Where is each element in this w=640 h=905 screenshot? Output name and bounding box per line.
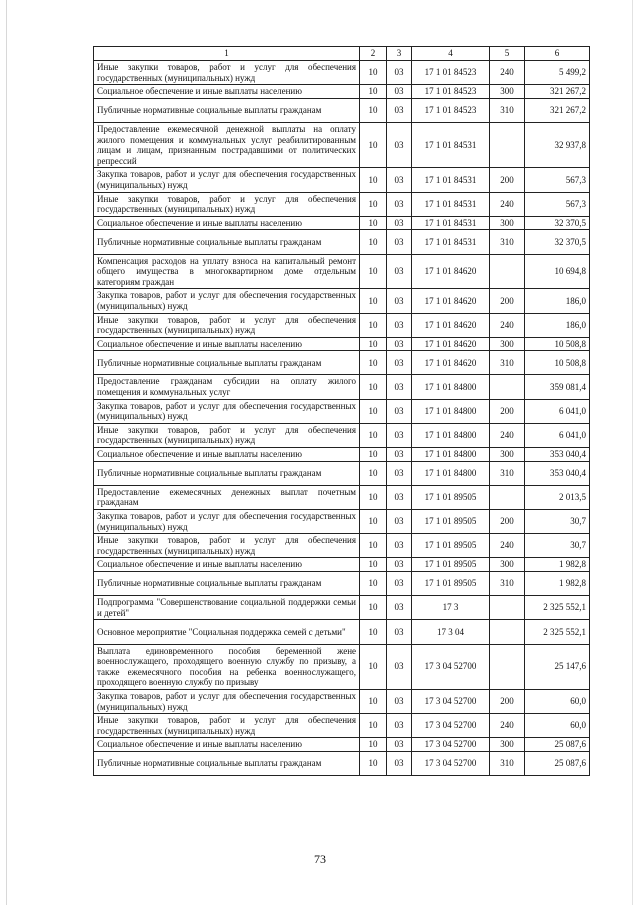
row-section: 10 <box>360 216 387 230</box>
row-subsection: 03 <box>387 558 412 572</box>
table-row <box>94 254 590 289</box>
row-subsection: 03 <box>387 596 412 620</box>
row-amount: 567,3 <box>525 192 590 216</box>
row-section: 10 <box>360 448 387 462</box>
row-expense-type: 300 <box>490 337 525 351</box>
row-target-article: 17 1 01 84620 <box>412 337 490 351</box>
row-name: Социальное обеспечение и иные выплаты населению <box>94 558 360 572</box>
row-section: 10 <box>360 230 387 254</box>
row-target-article: 17 1 01 84800 <box>412 448 490 462</box>
row-expense-type <box>490 375 525 399</box>
row-name: Иные закупки товаров, работ и услуг для обеспечения государственных (муниципальных) нужд <box>94 192 360 216</box>
row-name: Компенсация расходов на уплату взноса на капитальный ремонт общего имущества в многоквартирном доме отдельным категориям граждан <box>94 254 360 289</box>
row-section: 10 <box>360 351 387 375</box>
row-target-article: 17 3 04 52700 <box>412 751 490 775</box>
row-amount: 1 982,8 <box>525 571 590 595</box>
row-subsection: 03 <box>387 230 412 254</box>
row-expense-type: 240 <box>490 534 525 558</box>
row-subsection: 03 <box>387 644 412 689</box>
row-subsection: 03 <box>387 534 412 558</box>
row-section: 10 <box>360 596 387 620</box>
table-row <box>94 85 590 99</box>
row-expense-type: 240 <box>490 192 525 216</box>
row-subsection: 03 <box>387 168 412 192</box>
row-section: 10 <box>360 168 387 192</box>
row-expense-type: 240 <box>490 423 525 447</box>
row-subsection: 03 <box>387 689 412 713</box>
scan-edge-right <box>632 0 633 905</box>
row-target-article: 17 1 01 84531 <box>412 216 490 230</box>
row-section: 10 <box>360 644 387 689</box>
row-amount: 25 087,6 <box>525 738 590 752</box>
row-name: Иные закупки товаров, работ и услуг для обеспечения государственных (муниципальных) нужд <box>94 534 360 558</box>
row-name: Закупка товаров, работ и услуг для обеспечения государственных (муниципальных) нужд <box>94 168 360 192</box>
row-name: Закупка товаров, работ и услуг для обеспечения государственных (муниципальных) нужд <box>94 289 360 313</box>
row-section: 10 <box>360 289 387 313</box>
row-target-article: 17 1 01 89505 <box>412 510 490 534</box>
table-row <box>94 448 590 462</box>
table-row <box>94 289 590 313</box>
row-name: Публичные нормативные социальные выплаты гражданам <box>94 230 360 254</box>
row-name: Подпрограмма "Совершенствование социальной поддержки семьи и детей" <box>94 596 360 620</box>
row-amount: 60,0 <box>525 689 590 713</box>
row-section: 10 <box>360 399 387 423</box>
row-target-article: 17 1 01 84620 <box>412 313 490 337</box>
row-target-article: 17 1 01 84800 <box>412 375 490 399</box>
row-target-article: 17 1 01 84620 <box>412 254 490 289</box>
row-section: 10 <box>360 337 387 351</box>
row-subsection: 03 <box>387 571 412 595</box>
table-row <box>94 714 590 738</box>
row-section: 10 <box>360 534 387 558</box>
row-subsection: 03 <box>387 192 412 216</box>
row-expense-type <box>490 485 525 509</box>
row-target-article: 17 3 04 <box>412 620 490 644</box>
row-amount: 321 267,2 <box>525 98 590 122</box>
row-subsection: 03 <box>387 399 412 423</box>
row-amount: 10 694,8 <box>525 254 590 289</box>
row-subsection: 03 <box>387 98 412 122</box>
row-target-article: 17 1 01 84620 <box>412 351 490 375</box>
header-col-4: 4 <box>412 47 490 61</box>
row-section: 10 <box>360 689 387 713</box>
row-name: Публичные нормативные социальные выплаты гражданам <box>94 571 360 595</box>
row-amount: 2 325 552,1 <box>525 620 590 644</box>
row-amount: 25 087,6 <box>525 751 590 775</box>
row-expense-type: 300 <box>490 558 525 572</box>
header-col-2: 2 <box>360 47 387 61</box>
table-row <box>94 375 590 399</box>
header-col-3: 3 <box>387 47 412 61</box>
row-section: 10 <box>360 714 387 738</box>
row-subsection: 03 <box>387 337 412 351</box>
row-subsection: 03 <box>387 510 412 534</box>
row-amount: 359 081,4 <box>525 375 590 399</box>
table-row <box>94 313 590 337</box>
row-expense-type: 310 <box>490 751 525 775</box>
row-target-article: 17 1 01 84531 <box>412 230 490 254</box>
row-section: 10 <box>360 571 387 595</box>
row-subsection: 03 <box>387 85 412 99</box>
row-section: 10 <box>360 122 387 167</box>
row-expense-type: 240 <box>490 61 525 85</box>
page-number: 73 <box>314 852 326 866</box>
table-row <box>94 230 590 254</box>
row-name: Иные закупки товаров, работ и услуг для обеспечения государственных (муниципальных) нужд <box>94 423 360 447</box>
row-expense-type: 200 <box>490 168 525 192</box>
row-section: 10 <box>360 558 387 572</box>
row-amount: 10 508,8 <box>525 337 590 351</box>
row-expense-type: 300 <box>490 85 525 99</box>
row-section: 10 <box>360 98 387 122</box>
table-row <box>94 738 590 752</box>
budget-table <box>93 46 590 776</box>
row-amount: 32 937,8 <box>525 122 590 167</box>
table-row <box>94 337 590 351</box>
row-target-article: 17 1 01 84531 <box>412 168 490 192</box>
row-section: 10 <box>360 510 387 534</box>
row-section: 10 <box>360 313 387 337</box>
table-row <box>94 571 590 595</box>
row-expense-type: 310 <box>490 230 525 254</box>
row-amount: 1 982,8 <box>525 558 590 572</box>
row-amount: 353 040,4 <box>525 448 590 462</box>
row-amount: 2 013,5 <box>525 485 590 509</box>
row-amount: 10 508,8 <box>525 351 590 375</box>
row-name: Предоставление гражданам субсидии на оплату жилого помещения и коммунальных услуг <box>94 375 360 399</box>
row-subsection: 03 <box>387 485 412 509</box>
row-target-article: 17 1 01 89505 <box>412 534 490 558</box>
row-section: 10 <box>360 751 387 775</box>
table-row <box>94 596 590 620</box>
row-name: Публичные нормативные социальные выплаты гражданам <box>94 461 360 485</box>
row-target-article: 17 1 01 84531 <box>412 122 490 167</box>
row-subsection: 03 <box>387 461 412 485</box>
row-target-article: 17 3 04 52700 <box>412 714 490 738</box>
row-name: Иные закупки товаров, работ и услуг для обеспечения государственных (муниципальных) нужд <box>94 61 360 85</box>
row-name: Социальное обеспечение и иные выплаты населению <box>94 337 360 351</box>
table-row <box>94 168 590 192</box>
row-target-article: 17 1 01 84531 <box>412 192 490 216</box>
row-name: Социальное обеспечение и иные выплаты населению <box>94 85 360 99</box>
scan-edge-left <box>6 0 7 905</box>
row-subsection: 03 <box>387 620 412 644</box>
row-expense-type: 200 <box>490 510 525 534</box>
table-row <box>94 423 590 447</box>
row-expense-type <box>490 596 525 620</box>
row-name: Иные закупки товаров, работ и услуг для обеспечения государственных (муниципальных) нужд <box>94 714 360 738</box>
row-expense-type: 300 <box>490 216 525 230</box>
row-name: Закупка товаров, работ и услуг для обеспечения государственных (муниципальных) нужд <box>94 689 360 713</box>
table-header <box>94 47 590 61</box>
table-row <box>94 192 590 216</box>
row-name: Закупка товаров, работ и услуг для обеспечения государственных (муниципальных) нужд <box>94 510 360 534</box>
row-target-article: 17 1 01 84523 <box>412 98 490 122</box>
row-amount: 25 147,6 <box>525 644 590 689</box>
table-row <box>94 485 590 509</box>
row-section: 10 <box>360 620 387 644</box>
table-row <box>94 399 590 423</box>
row-amount: 30,7 <box>525 510 590 534</box>
row-name: Предоставление ежемесячной денежной выплаты на оплату жилого помещения и коммунальных услуг реабилитированным лицам и лицам, признанным пострадавшими от политических репрессий <box>94 122 360 167</box>
row-amount: 5 499,2 <box>525 61 590 85</box>
row-amount: 321 267,2 <box>525 85 590 99</box>
row-expense-type: 200 <box>490 289 525 313</box>
row-subsection: 03 <box>387 313 412 337</box>
row-name: Социальное обеспечение и иные выплаты населению <box>94 738 360 752</box>
row-target-article: 17 3 <box>412 596 490 620</box>
row-section: 10 <box>360 738 387 752</box>
row-name: Публичные нормативные социальные выплаты гражданам <box>94 751 360 775</box>
row-target-article: 17 1 01 84800 <box>412 423 490 447</box>
row-expense-type <box>490 620 525 644</box>
row-target-article: 17 1 01 89505 <box>412 485 490 509</box>
row-expense-type: 310 <box>490 98 525 122</box>
row-expense-type: 240 <box>490 313 525 337</box>
header-col-1: 1 <box>94 47 360 61</box>
row-subsection: 03 <box>387 254 412 289</box>
row-amount: 567,3 <box>525 168 590 192</box>
row-subsection: 03 <box>387 122 412 167</box>
row-amount: 30,7 <box>525 534 590 558</box>
table-row <box>94 351 590 375</box>
row-target-article: 17 1 01 89505 <box>412 558 490 572</box>
row-expense-type: 200 <box>490 689 525 713</box>
row-name: Социальное обеспечение и иные выплаты населению <box>94 216 360 230</box>
row-target-article: 17 1 01 84523 <box>412 61 490 85</box>
header-row <box>94 47 590 61</box>
row-section: 10 <box>360 461 387 485</box>
row-name: Основное мероприятие "Социальная поддержка семей с детьми" <box>94 620 360 644</box>
table-row <box>94 620 590 644</box>
row-amount: 186,0 <box>525 313 590 337</box>
table-row <box>94 644 590 689</box>
row-expense-type: 310 <box>490 461 525 485</box>
table-row <box>94 751 590 775</box>
row-subsection: 03 <box>387 61 412 85</box>
row-target-article: 17 1 01 84620 <box>412 289 490 313</box>
table-body <box>94 61 590 776</box>
table-row <box>94 558 590 572</box>
table-row <box>94 61 590 85</box>
row-subsection: 03 <box>387 751 412 775</box>
row-section: 10 <box>360 423 387 447</box>
row-expense-type: 310 <box>490 571 525 595</box>
row-expense-type: 310 <box>490 351 525 375</box>
row-section: 10 <box>360 485 387 509</box>
row-name: Предоставление ежемесячных денежных выплат почетным гражданам <box>94 485 360 509</box>
row-expense-type <box>490 254 525 289</box>
table-row <box>94 461 590 485</box>
row-section: 10 <box>360 192 387 216</box>
row-amount: 2 325 552,1 <box>525 596 590 620</box>
header-col-5: 5 <box>490 47 525 61</box>
row-subsection: 03 <box>387 216 412 230</box>
row-subsection: 03 <box>387 738 412 752</box>
table-row <box>94 216 590 230</box>
table-row <box>94 689 590 713</box>
header-col-6: 6 <box>525 47 590 61</box>
row-expense-type: 300 <box>490 738 525 752</box>
row-target-article: 17 1 01 84523 <box>412 85 490 99</box>
row-target-article: 17 1 01 84800 <box>412 399 490 423</box>
row-subsection: 03 <box>387 375 412 399</box>
table-row <box>94 98 590 122</box>
row-section: 10 <box>360 85 387 99</box>
row-target-article: 17 3 04 52700 <box>412 689 490 713</box>
row-subsection: 03 <box>387 448 412 462</box>
table-row <box>94 122 590 167</box>
row-name: Иные закупки товаров, работ и услуг для обеспечения государственных (муниципальных) нужд <box>94 313 360 337</box>
row-expense-type: 240 <box>490 714 525 738</box>
row-amount: 6 041,0 <box>525 423 590 447</box>
row-section: 10 <box>360 61 387 85</box>
row-amount: 60,0 <box>525 714 590 738</box>
row-subsection: 03 <box>387 289 412 313</box>
row-name: Социальное обеспечение и иные выплаты населению <box>94 448 360 462</box>
row-amount: 353 040,4 <box>525 461 590 485</box>
row-name: Закупка товаров, работ и услуг для обеспечения государственных (муниципальных) нужд <box>94 399 360 423</box>
row-target-article: 17 1 01 89505 <box>412 571 490 595</box>
table-row <box>94 510 590 534</box>
row-name: Выплата единовременного пособия беременной жене военнослужащего, проходящего военную службу по призыву, а также ежемесячного пособия на ребенка военнослужащего, проходящего военную службу по призыву <box>94 644 360 689</box>
row-amount: 32 370,5 <box>525 216 590 230</box>
row-target-article: 17 3 04 52700 <box>412 644 490 689</box>
row-amount: 6 041,0 <box>525 399 590 423</box>
row-amount: 186,0 <box>525 289 590 313</box>
row-subsection: 03 <box>387 423 412 447</box>
row-name: Публичные нормативные социальные выплаты гражданам <box>94 98 360 122</box>
row-expense-type <box>490 122 525 167</box>
row-expense-type <box>490 644 525 689</box>
row-subsection: 03 <box>387 714 412 738</box>
row-amount: 32 370,5 <box>525 230 590 254</box>
row-name: Публичные нормативные социальные выплаты гражданам <box>94 351 360 375</box>
row-subsection: 03 <box>387 351 412 375</box>
row-expense-type: 300 <box>490 448 525 462</box>
row-target-article: 17 3 04 52700 <box>412 738 490 752</box>
row-target-article: 17 1 01 84800 <box>412 461 490 485</box>
row-section: 10 <box>360 375 387 399</box>
table-row <box>94 534 590 558</box>
row-expense-type: 200 <box>490 399 525 423</box>
row-section: 10 <box>360 254 387 289</box>
